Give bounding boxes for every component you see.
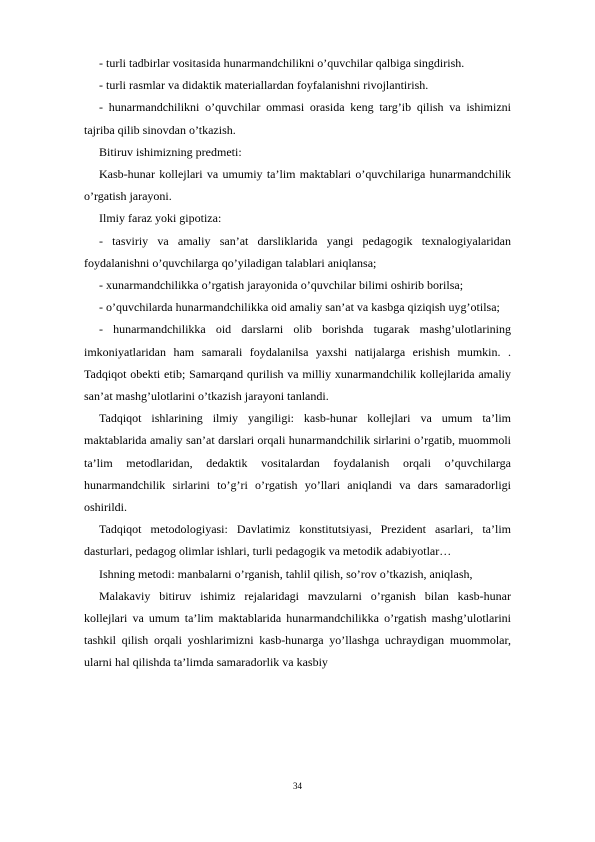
paragraph: Tadqiqot metodologiyasi: Davlatimiz konstitutsiyasi, Prezident asarlari, ta’lim dasturlari, pedagog olimlar ishlari, turli pedagogik va metodik adabiyotlar…	[84, 522, 511, 559]
paragraph: - xunarmandchilikka o’rgatish jarayonida o’quvchilar bilimi oshirib borilsa;	[99, 278, 464, 293]
paragraph: Tadqiqot ishlarining ilmiy yangiligi: kasb-hunar kollejlari va umum ta’lim maktablarida amaliy san’at darslari orqali hunarmandchilik sirlarini o’rgatib, muommoli ta’lim metodlaridan, dedaktik vositalardan foydalanish orqali o’quvchilarga hunarmandchilik sirlarini to’g’ri o’rgatish yo’llari aniqlandi va dars samaradorligi oshirildi.	[84, 411, 511, 515]
paragraph: - hunarmandchilikka oid darslarni olib borishda tugarak mashg’ulotlarining imkoniyatlaridan ham samarali foydalanilsa yaxshi natijalarga erishish mumkin. . Tadqiqot obekti etib; Samarqand qurilish va milliy xunarmandchilik kollejlarida amaliy san’at mashg’ulotlarini o’tkazish jarayoni tanlandi.	[84, 322, 511, 404]
paragraph: - o’quvchilarda hunarmandchilikka oid amaliy san’at va kasbga qiziqish uyg’otilsa;	[99, 300, 500, 315]
paragraph: Bitiruv ishimizning predmeti:	[99, 144, 242, 159]
paragraph: Ilmiy faraz yoki gipotiza:	[99, 211, 222, 226]
paragraph: Ishning metodi: manbalarni o’rganish, tahlil qilish, so’rov o’tkazish, aniqlash,	[99, 566, 473, 581]
page-number: 34	[293, 781, 302, 791]
paragraph: - turli rasmlar va didaktik materiallardan foyfalanishni rivojlantirish.	[99, 78, 429, 93]
paragraph: - tasviriy va amaliy san’at darsliklarida yangi pedagogik texnalogiyalaridan foydalanishni o’quvchilarga qo’yiladigan talablari aniqlansa;	[84, 233, 511, 270]
paragraph: - hunarmandchilikni o’quvchilar ommasi orasida keng targ’ib qilish va ishimizni tajriba qilib sinovdan o’tkazish.	[84, 100, 511, 137]
body-text	[84, 52, 511, 674]
paragraph: Malakaviy bitiruv ishimiz rejalaridagi mavzularni o’rganish bilan kasb-hunar kollejlari va umum ta’lim maktablarida hunarmandchilikka o’rgatish mashg’ulotlarini tashkil qilish orqali yoshlarimizni kasb-hunarga yo’llashga uchraydigan muommolar, ularni hal qilishda ta’limda samaradorlik va kasbiy	[84, 588, 511, 670]
paragraph: Kasb-hunar kollejlari va umumiy ta’lim maktablari o’quvchilariga hunarmandchilik o’rgatish jarayoni.	[84, 167, 511, 204]
paragraph: - turli tadbirlar vositasida hunarmandchilikni o’quvchilar qalbiga singdirish.	[99, 56, 465, 70]
